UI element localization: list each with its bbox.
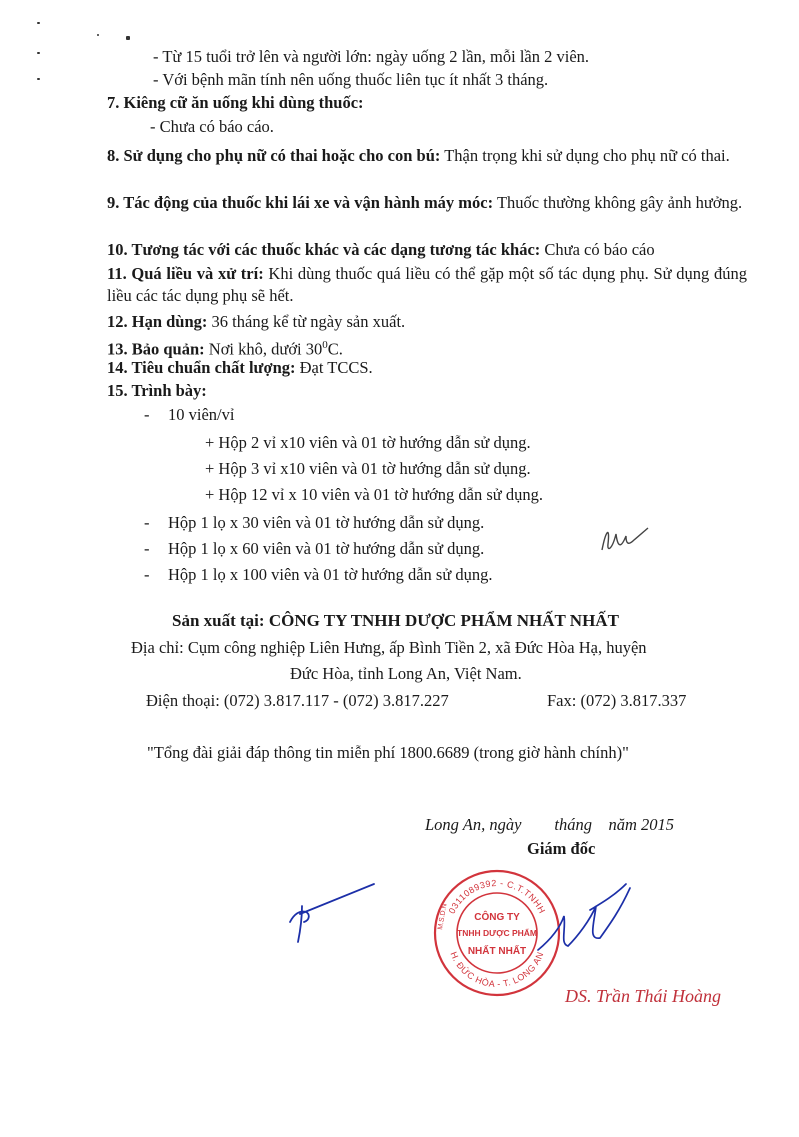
section-10 — [107, 239, 655, 261]
manufacturer-address-1: Địa chỉ: Cụm công nghiệp Liên Hưng, ấp Bình Tiền 2, xã Đức Hòa Hạ, huyện — [131, 638, 647, 657]
place-date: Long An, ngày tháng năm 2015 — [425, 815, 675, 834]
blister-dash: - — [144, 405, 150, 424]
director-signature — [530, 880, 640, 970]
initials-mark — [596, 520, 656, 560]
section-11-title: 11. Quá liều và xử trí: — [107, 264, 264, 283]
section-7-title: 7. Kiêng cữ ăn uống khi dùng thuốc: — [107, 93, 364, 112]
section-11 — [107, 263, 747, 307]
section-10-title: 10. Tương tác với các thuốc khác và các dạng tương tác khác: — [107, 240, 541, 259]
scan-speck — [37, 22, 40, 24]
section-7-text: - Chưa có báo cáo. — [150, 117, 274, 136]
handwritten-mark — [280, 876, 380, 946]
section-9-title: 9. Tác động của thuốc khi lái xe và vận hành máy móc: — [107, 193, 494, 212]
box-option: + Hộp 2 vỉ x10 viên và 01 tờ hướng dẫn sử dụng. — [205, 433, 531, 452]
section-13-title: 13. Bảo quản: — [107, 339, 205, 359]
section-10-text: Chưa có báo cáo — [540, 240, 655, 259]
box-option: + Hộp 3 vỉ x10 viên và 01 tờ hướng dẫn sử dụng. — [205, 459, 531, 478]
section-9-text: Thuốc thường không gây ảnh hưởng. — [493, 193, 743, 212]
scan-speck — [37, 52, 40, 54]
section-12-text: 36 tháng kể từ ngày sản xuất. — [207, 312, 406, 331]
section-12-title: 12. Hạn dùng: — [107, 312, 208, 331]
manufacturer-label: Sản xuất tại: CÔNG TY TNHH DƯỢC PHẨM NHẤT NHẤT — [172, 611, 619, 630]
stamp-left-text: M.S.D.N — [437, 903, 449, 931]
bottle-dash: - — [144, 565, 150, 584]
signer-name: DS. Trần Thái Hoàng — [565, 986, 722, 1006]
bottle-dash: - — [144, 513, 150, 532]
box-option: + Hộp 12 vỉ x 10 viên và 01 tờ hướng dẫn sử dụng. — [205, 485, 543, 504]
stamp-line-1: CÔNG TY — [474, 912, 520, 923]
scan-speck — [126, 36, 130, 40]
stamp-bottom-text: H. ĐỨC HÒA - T. LONG AN — [448, 950, 546, 990]
section-14-text: Đạt TCCS. — [295, 358, 373, 377]
section-11-text: Khi dùng thuốc quá liều có thể gặp một số tác dụng phụ. Sử dụng đúng liều các tác dụng phụ sẽ hết. — [107, 264, 747, 305]
bottle-dash: - — [144, 539, 150, 558]
manufacturer-address-2: Đức Hòa, tỉnh Long An, Việt Nam. — [290, 664, 522, 683]
scan-speck — [97, 34, 99, 36]
section-13-tail: C. — [327, 339, 343, 359]
stamp-line-3: NHẤT NHẤT — [467, 946, 527, 957]
dosage-adult: - Từ 15 tuổi trở lên và người lớn: ngày uống 2 lần, mỗi lần 2 viên. — [153, 47, 590, 66]
section-8 — [107, 145, 747, 167]
section-15-title: 15. Trình bày: — [107, 381, 207, 400]
manufacturer-phone: Điện thoại: (072) 3.817.117 - (072) 3.817.227 — [146, 691, 449, 710]
section-14-title: 14. Tiêu chuẩn chất lượng: — [107, 358, 296, 377]
manufacturer-fax: Fax: (072) 3.817.337 — [547, 691, 687, 710]
section-12 — [107, 311, 405, 333]
hotline: "Tổng đài giải đáp thông tin miễn phí 1800.6689 (trong giờ hành chính)" — [147, 743, 629, 762]
section-8-text: Thận trọng khi sử dụng cho phụ nữ có thai. — [440, 146, 730, 165]
section-14 — [107, 357, 373, 379]
bottle-option: Hộp 1 lọ x 100 viên và 01 tờ hướng dẫn sử dụng. — [168, 565, 493, 584]
blister-label: 10 viên/vỉ — [168, 405, 235, 424]
stamp-line-2: TNHH DƯỢC PHẨM — [457, 928, 537, 938]
bottle-option: Hộp 1 lọ x 30 viên và 01 tờ hướng dẫn sử dụng. — [168, 513, 485, 532]
section-9 — [107, 192, 747, 214]
signer-role: Giám đốc — [527, 839, 596, 858]
dosage-chronic: - Với bệnh mãn tính nên uống thuốc liên tục ít nhất 3 tháng. — [153, 70, 549, 89]
scan-speck — [37, 78, 40, 80]
section-8-title: 8. Sử dụng cho phụ nữ có thai hoặc cho con bú: — [107, 146, 441, 165]
bottle-option: Hộp 1 lọ x 60 viên và 01 tờ hướng dẫn sử dụng. — [168, 539, 485, 558]
section-13-text: Nơi khô, dưới 30 — [204, 339, 323, 359]
stamp-top-text: 0311089392 - C.T.TNHH — [446, 877, 548, 916]
degree-sup: 0 — [322, 339, 328, 351]
